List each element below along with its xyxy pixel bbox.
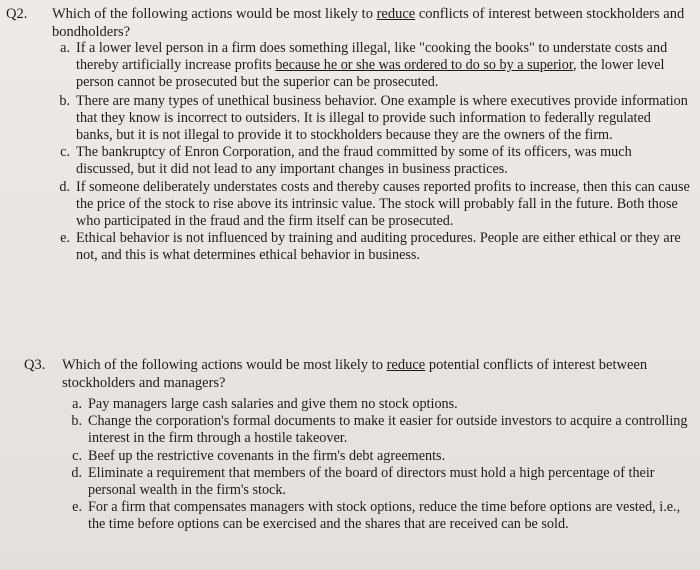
answer-option-d[interactable] <box>62 465 692 499</box>
answer-option-e[interactable] <box>50 230 690 264</box>
option-text: If someone deliberately understates costs and thereby causes reported profits to increase, then this can cause the price of the stock to rise above its intrinsic value. The stock will probably fall in the future. Both those who participated in the fraud and the firm itself can be prosecuted. <box>76 178 690 230</box>
answer-option-c[interactable] <box>50 144 690 178</box>
answer-option-e[interactable] <box>62 499 692 533</box>
option-text-end: , the lower level person cannot be prosecuted but the superior can be prosecuted. <box>76 57 665 91</box>
stem-text: Which of the following actions would be most likely to <box>62 357 387 373</box>
option-letter: d. <box>59 178 70 195</box>
stem-underlined-word: reduce <box>376 6 416 22</box>
answer-option-c[interactable] <box>62 448 692 465</box>
option-letter: c. <box>60 144 70 161</box>
option-letter: a. <box>60 40 70 56</box>
option-text: Change the corporation's formal documents to make it easier for outside investors to acquire a controlling interest in the firm through a hostile takeover. <box>88 413 688 447</box>
option-text: There are many types of unethical business behavior. One example is where executives provide information that they know is incorrect to outsiders. It is illegal to provide such information to federally regulated banks, but it is not illegal to provide it to stockholders because they are the owners of the firm. <box>76 92 688 144</box>
option-text: Eliminate a requirement that members of the board of directors must hold a high percentage of their personal wealth in the firm's stock. <box>88 464 655 499</box>
stem-text-end: potential conflicts of interest between stockholders and managers? <box>62 357 648 391</box>
answer-option-b[interactable] <box>50 93 690 145</box>
answer-options <box>50 40 690 265</box>
option-letter: d. <box>71 464 82 481</box>
stem-text-end: conflicts of interest between stockholders and bondholders? <box>52 6 685 40</box>
question-number: Q2. <box>6 6 28 22</box>
option-letter: c. <box>72 447 82 464</box>
option-letter: a. <box>72 396 82 412</box>
question-stem <box>62 356 682 392</box>
option-text: Pay managers large cash salaries and give them no stock options. <box>88 396 458 412</box>
question-number: Q3. <box>24 357 46 373</box>
answer-options <box>62 396 692 534</box>
answer-option-a[interactable] <box>62 396 692 413</box>
stem-text: Which of the following actions would be most likely to <box>52 6 377 22</box>
stem-underlined-word: reduce <box>386 357 426 373</box>
answer-option-a[interactable] <box>50 40 690 92</box>
answer-option-b[interactable] <box>62 413 692 447</box>
option-text: If a lower level person in a firm does something illegal, like "cooking the books" to understate costs and thereby artificially increase profits <box>76 40 668 74</box>
option-text: Ethical behavior is not influenced by training and auditing procedures. People are either ethical or they are not, and this is what determines ethical behavior in business. <box>76 230 681 264</box>
answer-option-d[interactable] <box>50 179 690 231</box>
option-letter: b. <box>59 92 70 109</box>
option-text: The bankruptcy of Enron Corporation, and the fraud committed by some of its officers, was much discussed, but it did not lead to any important changes in business practices. <box>76 144 632 178</box>
option-letter: b. <box>71 413 82 430</box>
option-letter: e. <box>72 499 82 516</box>
option-text: For a firm that compensates managers with stock options, reduce the time before options are vested, i.e., the time before options can be exercised and the shares that are received can be sold. <box>88 499 681 533</box>
question-stem <box>52 5 692 41</box>
option-underlined-text: because he or she was ordered to do so by a superior <box>275 57 573 74</box>
option-text: Beef up the restrictive covenants in the firm's debt agreements. <box>88 447 446 464</box>
option-letter: e. <box>60 230 70 247</box>
